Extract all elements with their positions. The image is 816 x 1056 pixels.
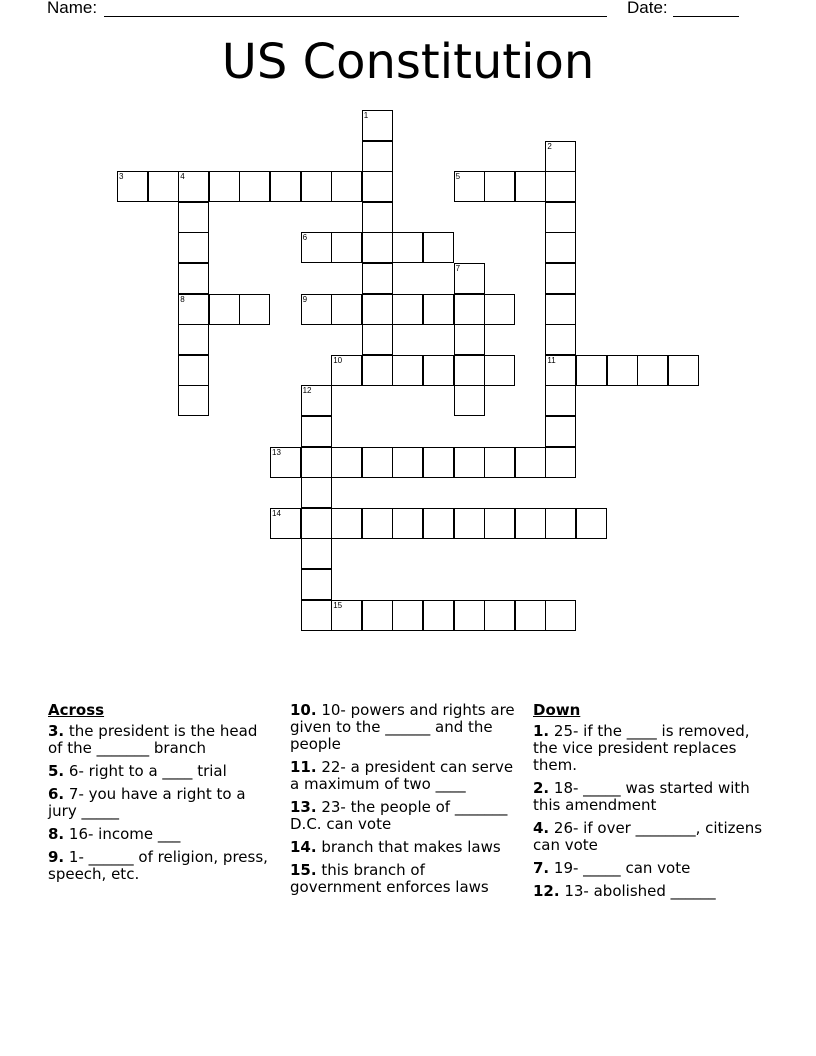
grid-cell[interactable]: [484, 447, 515, 478]
clue-number: 2: [547, 141, 552, 151]
grid-cell[interactable]: [178, 202, 209, 233]
clue-number: 4: [180, 172, 185, 182]
clue-item: [533, 860, 773, 877]
clue-number-label: 7.: [533, 859, 550, 877]
grid-cell[interactable]: [362, 447, 393, 478]
grid-cell[interactable]: [301, 416, 332, 447]
grid-cell[interactable]: [148, 171, 179, 202]
grid-cell[interactable]: [362, 600, 393, 631]
clue-number: 1: [363, 111, 369, 120]
grid-cell[interactable]: [484, 508, 515, 539]
grid-cell[interactable]: [484, 355, 515, 386]
date-label: Date:: [627, 0, 668, 17]
clue-item: [48, 826, 268, 843]
clue-text: the president is the head of the _______ branch: [48, 722, 258, 757]
grid-cell[interactable]: [545, 171, 576, 202]
grid-cell[interactable]: [545, 324, 576, 355]
clue-number: 3: [119, 172, 124, 182]
grid-cell[interactable]: [454, 447, 485, 478]
grid-cell[interactable]: [423, 447, 454, 478]
grid-cell[interactable]: [607, 355, 638, 386]
grid-cell[interactable]: [331, 294, 362, 325]
grid-cell[interactable]: [515, 508, 546, 539]
grid-cell[interactable]: [362, 110, 393, 141]
clue-text: 26- if over ________, citizens can vote: [533, 819, 763, 854]
name-label: Name:: [47, 0, 98, 17]
clue-item: [533, 820, 773, 854]
grid-cell[interactable]: [515, 171, 546, 202]
grid-cell[interactable]: [423, 508, 454, 539]
clue-item: [533, 780, 773, 814]
clue-number-label: 8.: [48, 825, 65, 843]
grid-cell[interactable]: [545, 355, 576, 386]
grid-cell[interactable]: [392, 508, 423, 539]
grid-cell[interactable]: [331, 600, 362, 631]
grid-cell[interactable]: [362, 171, 393, 202]
clue-item: [48, 763, 268, 780]
grid-cell[interactable]: [454, 385, 485, 416]
grid-cell[interactable]: [178, 171, 209, 202]
grid-cell[interactable]: [392, 447, 423, 478]
grid-cell[interactable]: [545, 447, 576, 478]
grid-cell[interactable]: [545, 294, 576, 325]
clue-text: 19- _____ can vote: [549, 859, 691, 877]
clue-number-label: 15.: [290, 861, 317, 879]
grid-cell[interactable]: [362, 355, 393, 386]
grid-cell[interactable]: [301, 232, 332, 263]
clue-number-label: 6.: [48, 785, 65, 803]
clue-number: 8: [180, 294, 185, 304]
clue-text: 23- the people of _______ D.C. can vote: [290, 798, 508, 833]
grid-cell[interactable]: [484, 294, 515, 325]
grid-cell[interactable]: [392, 232, 423, 263]
grid-cell[interactable]: [454, 263, 485, 294]
grid-cell[interactable]: [545, 385, 576, 416]
grid-cell[interactable]: [301, 569, 332, 600]
grid-cell[interactable]: [576, 508, 607, 539]
clue-item: [290, 839, 520, 856]
clue-number: 13: [272, 447, 281, 457]
grid-cell[interactable]: [545, 141, 576, 172]
clue-number: 7: [455, 264, 461, 273]
grid-cell[interactable]: [362, 508, 393, 539]
clue-text: 6- right to a ____ trial: [64, 762, 227, 780]
grid-cell[interactable]: [301, 477, 332, 508]
clue-number-label: 10.: [290, 701, 317, 719]
clue-number-label: 4.: [533, 819, 550, 837]
clue-number-label: 14.: [290, 838, 317, 856]
grid-cell[interactable]: [362, 141, 393, 172]
clue-number-label: 2.: [533, 779, 550, 797]
grid-cell[interactable]: [423, 355, 454, 386]
grid-cell[interactable]: [178, 232, 209, 263]
grid-cell[interactable]: [454, 508, 485, 539]
clue-text: branch that makes laws: [316, 838, 501, 856]
grid-cell[interactable]: [301, 385, 332, 416]
grid-cell[interactable]: [362, 232, 393, 263]
clue-number-label: 12.: [533, 882, 560, 900]
clue-number-label: 5.: [48, 762, 65, 780]
grid-cell[interactable]: [362, 202, 393, 233]
clue-number-label: 3.: [48, 722, 65, 740]
clue-text: 18- _____ was started with this amendment: [533, 779, 750, 814]
clue-text: 10- powers and rights are given to the ______ and the people: [290, 701, 515, 753]
grid-cell[interactable]: [484, 600, 515, 631]
grid-cell[interactable]: [545, 416, 576, 447]
grid-cell[interactable]: [362, 294, 393, 325]
clue-number: 14: [272, 508, 281, 518]
clue-text: 22- a president can serve a maximum of two ____: [290, 758, 514, 793]
clue-number-label: 13.: [290, 798, 317, 816]
grid-cell[interactable]: [637, 355, 668, 386]
clue-text: 1- ______ of religion, press, speech, etc.: [48, 848, 268, 883]
grid-cell[interactable]: [239, 294, 270, 325]
grid-cell[interactable]: [331, 355, 362, 386]
grid-cell[interactable]: [423, 294, 454, 325]
across-heading: Across: [48, 701, 105, 719]
clue-item: [290, 759, 520, 793]
grid-cell[interactable]: [576, 355, 607, 386]
grid-cell[interactable]: [178, 324, 209, 355]
down-clues-column: [533, 702, 773, 906]
grid-cell[interactable]: [423, 232, 454, 263]
grid-cell[interactable]: [545, 232, 576, 263]
grid-cell[interactable]: [392, 294, 423, 325]
grid-cell[interactable]: [545, 508, 576, 539]
clue-text: 25- if the ____ is removed, the vice president replaces them.: [533, 722, 750, 774]
clue-number: 15: [333, 600, 343, 610]
clue-item: [290, 702, 520, 753]
clue-text: 13- abolished ______: [559, 882, 716, 900]
grid-cell[interactable]: [301, 508, 332, 539]
grid-cell[interactable]: [362, 324, 393, 355]
clue-number-label: 9.: [48, 848, 65, 866]
clue-number: 11: [547, 355, 556, 365]
clue-number: 9: [302, 294, 308, 304]
clue-text: this branch of government enforces laws: [290, 861, 489, 896]
clue-item: [48, 723, 268, 757]
grid-cell[interactable]: [392, 600, 423, 631]
grid-cell[interactable]: [392, 355, 423, 386]
clue-text: 16- income ___: [64, 825, 181, 843]
clue-item: [48, 849, 268, 883]
grid-cell[interactable]: [454, 294, 485, 325]
grid-cell[interactable]: [178, 385, 209, 416]
clue-item: [533, 883, 773, 900]
grid-cell[interactable]: [117, 171, 148, 202]
grid-cell[interactable]: [270, 508, 301, 539]
clue-item: [533, 723, 773, 774]
grid-cell[interactable]: [270, 171, 301, 202]
grid-cell[interactable]: [515, 600, 546, 631]
grid-cell[interactable]: [178, 294, 209, 325]
grid-cell[interactable]: [423, 600, 454, 631]
grid-cell[interactable]: [545, 202, 576, 233]
grid-cell[interactable]: [270, 447, 301, 478]
grid-cell[interactable]: [331, 508, 362, 539]
across-clues-column-1: [48, 702, 268, 889]
grid-cell[interactable]: [301, 294, 332, 325]
grid-cell[interactable]: [362, 263, 393, 294]
grid-cell[interactable]: [331, 232, 362, 263]
grid-cell[interactable]: [301, 171, 332, 202]
clue-number: 6: [302, 233, 308, 243]
clue-item: [48, 786, 268, 820]
grid-cell[interactable]: [178, 263, 209, 294]
grid-cell[interactable]: [484, 171, 515, 202]
grid-cell[interactable]: [209, 294, 240, 325]
grid-cell[interactable]: [545, 263, 576, 294]
clue-item: [290, 862, 520, 896]
down-heading: Down: [533, 701, 581, 719]
grid-cell[interactable]: [301, 600, 332, 631]
grid-cell[interactable]: [454, 600, 485, 631]
grid-cell[interactable]: [331, 171, 362, 202]
grid-cell[interactable]: [301, 447, 332, 478]
clue-number: 10: [333, 355, 343, 365]
clue-text: 7- you have a right to a jury _____: [48, 785, 246, 820]
clue-number: 12: [302, 386, 312, 396]
grid-cell[interactable]: [301, 538, 332, 569]
grid-cell[interactable]: [239, 171, 270, 202]
clue-number-label: 11.: [290, 758, 317, 776]
grid-cell[interactable]: [454, 324, 485, 355]
grid-cell[interactable]: [515, 447, 546, 478]
grid-cell[interactable]: [331, 447, 362, 478]
clue-item: [290, 799, 520, 833]
grid-cell[interactable]: [454, 355, 485, 386]
page-title: US Constitution: [221, 34, 595, 90]
grid-cell[interactable]: [454, 171, 485, 202]
clue-number: 5: [455, 172, 461, 182]
clue-number-label: 1.: [533, 722, 550, 740]
grid-cell[interactable]: [545, 600, 576, 631]
grid-cell[interactable]: [668, 355, 699, 386]
across-clues-column-2: [290, 702, 520, 902]
grid-cell[interactable]: [209, 171, 240, 202]
grid-cell[interactable]: [178, 355, 209, 386]
